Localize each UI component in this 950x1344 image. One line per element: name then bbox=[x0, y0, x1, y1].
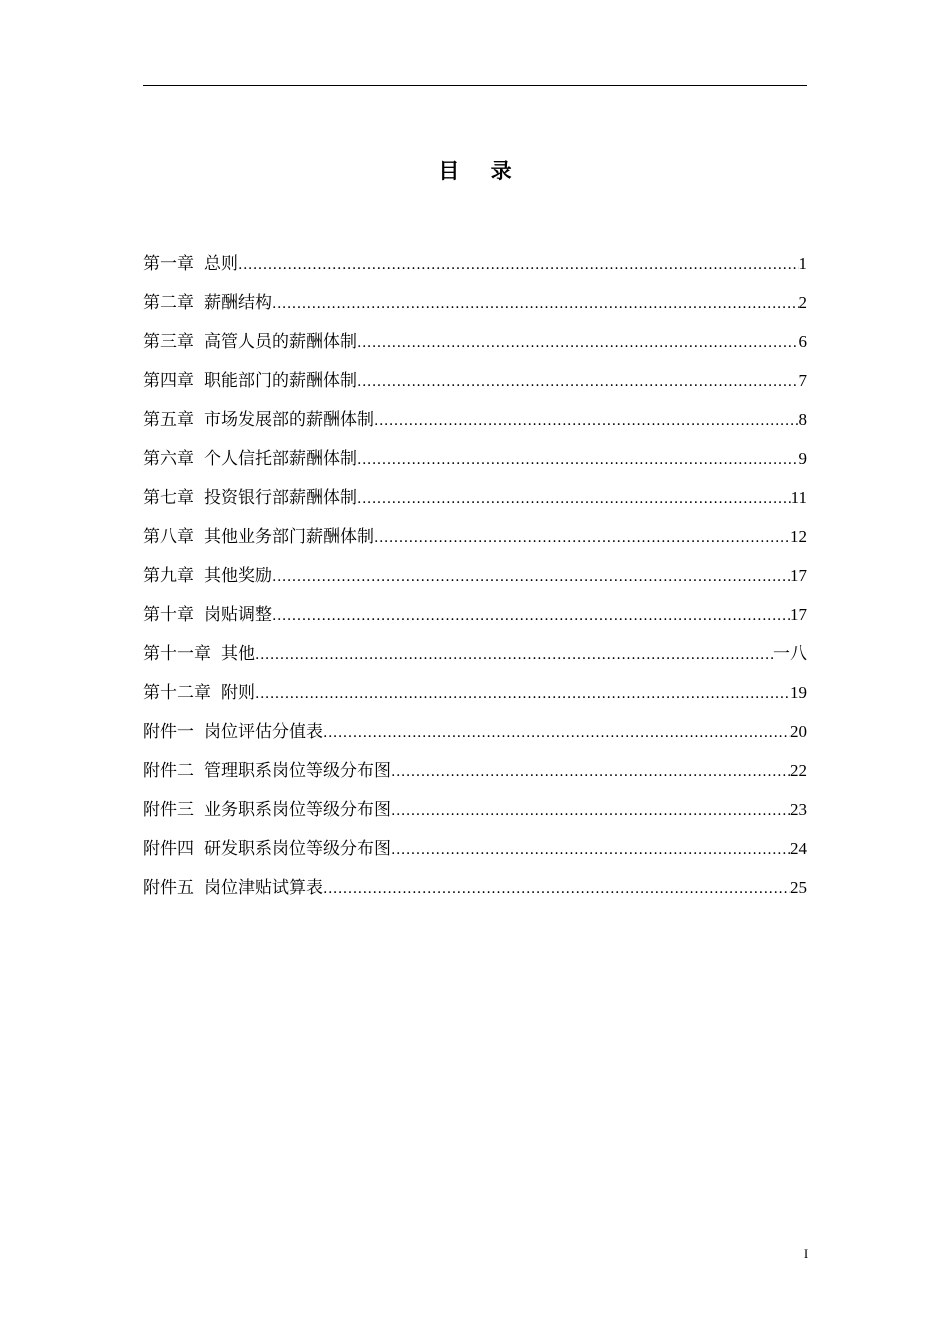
toc-chapter: 附件一 bbox=[143, 722, 194, 742]
toc-label bbox=[143, 249, 238, 279]
toc-chapter: 第三章 bbox=[143, 332, 194, 352]
toc-entry-17[interactable] bbox=[143, 873, 807, 912]
toc-entry-5[interactable] bbox=[143, 405, 807, 444]
toc-entry-15[interactable] bbox=[143, 795, 807, 834]
toc-chapter: 附件三 bbox=[143, 800, 194, 820]
toc-entry-13[interactable] bbox=[143, 717, 807, 756]
toc-leader bbox=[357, 445, 799, 475]
toc-name: 市场发展部的薪酬体制 bbox=[204, 410, 374, 430]
toc-leader bbox=[272, 289, 799, 319]
toc-name: 岗贴调整 bbox=[204, 605, 272, 625]
toc-leader bbox=[255, 640, 773, 670]
toc-chapter: 第九章 bbox=[143, 566, 194, 586]
toc-label bbox=[143, 834, 391, 864]
toc-leader bbox=[391, 835, 790, 865]
toc-name: 岗位津贴试算表 bbox=[204, 878, 323, 898]
toc-page: 24 bbox=[790, 839, 807, 858]
toc-label bbox=[143, 795, 391, 825]
toc-page: 17 bbox=[790, 605, 807, 624]
toc-entry-16[interactable] bbox=[143, 834, 807, 873]
toc-page: 7 bbox=[798, 371, 807, 390]
toc-entry-6[interactable] bbox=[143, 444, 807, 483]
toc-chapter: 第二章 bbox=[143, 293, 194, 313]
toc-entry-9[interactable] bbox=[143, 561, 807, 600]
toc-leader bbox=[357, 367, 799, 397]
toc-leader bbox=[374, 523, 790, 553]
toc-chapter: 第五章 bbox=[143, 410, 194, 430]
toc-page: 1 bbox=[798, 254, 807, 273]
toc-page: 6 bbox=[798, 332, 807, 351]
toc-name: 其他奖励 bbox=[204, 566, 272, 586]
toc-entry-10[interactable] bbox=[143, 600, 807, 639]
toc-entry-4[interactable] bbox=[143, 366, 807, 405]
toc-name: 个人信托部薪酬体制 bbox=[204, 449, 357, 469]
toc-entry-14[interactable] bbox=[143, 756, 807, 795]
header-rule bbox=[143, 85, 807, 86]
toc-label bbox=[143, 366, 357, 396]
toc-list bbox=[143, 249, 807, 912]
toc-chapter: 附件二 bbox=[143, 761, 194, 781]
toc-page: 11 bbox=[790, 488, 807, 507]
toc-label bbox=[143, 873, 323, 903]
toc-chapter: 附件五 bbox=[143, 878, 194, 898]
toc-name: 业务职系岗位等级分布图 bbox=[204, 800, 391, 820]
toc-name: 总则 bbox=[204, 254, 238, 274]
toc-page: 19 bbox=[790, 683, 807, 702]
toc-leader bbox=[272, 601, 790, 631]
toc-chapter: 第十一章 bbox=[143, 644, 211, 664]
toc-entry-7[interactable] bbox=[143, 483, 807, 522]
toc-name: 岗位评估分值表 bbox=[204, 722, 323, 742]
toc-leader bbox=[255, 679, 790, 709]
toc-entry-8[interactable] bbox=[143, 522, 807, 561]
toc-page: 20 bbox=[790, 722, 807, 741]
toc-name: 高管人员的薪酬体制 bbox=[204, 332, 357, 352]
toc-label bbox=[143, 561, 272, 591]
toc-entry-2[interactable] bbox=[143, 288, 807, 327]
toc-name: 其他业务部门薪酬体制 bbox=[204, 527, 374, 547]
toc-leader bbox=[272, 562, 790, 592]
toc-name: 职能部门的薪酬体制 bbox=[204, 371, 357, 391]
toc-page: 23 bbox=[790, 800, 807, 819]
toc-name: 研发职系岗位等级分布图 bbox=[204, 839, 391, 859]
toc-chapter: 第四章 bbox=[143, 371, 194, 391]
toc-chapter: 第一章 bbox=[143, 254, 194, 274]
toc-leader bbox=[323, 874, 790, 904]
page-number: I bbox=[803, 1246, 809, 1261]
toc-entry-11[interactable] bbox=[143, 639, 807, 678]
toc-page: 25 bbox=[790, 878, 807, 897]
toc-leader bbox=[391, 757, 790, 787]
toc-page: 8 bbox=[798, 410, 807, 429]
toc-chapter: 第十二章 bbox=[143, 683, 211, 703]
toc-label bbox=[143, 288, 272, 318]
toc-name: 其他 bbox=[221, 644, 255, 664]
toc-page: 17 bbox=[790, 566, 807, 585]
toc-label bbox=[143, 717, 323, 747]
toc-label bbox=[143, 678, 255, 708]
toc-page: 一八 bbox=[773, 644, 807, 663]
toc-leader bbox=[357, 484, 791, 514]
toc-chapter: 第七章 bbox=[143, 488, 194, 508]
toc-entry-3[interactable] bbox=[143, 327, 807, 366]
toc-label bbox=[143, 522, 374, 552]
toc-name: 附则 bbox=[221, 683, 255, 703]
toc-label bbox=[143, 405, 374, 435]
toc-label bbox=[143, 756, 391, 786]
toc-page: 12 bbox=[790, 527, 807, 546]
toc-page: 2 bbox=[798, 293, 807, 312]
toc-chapter: 第十章 bbox=[143, 605, 194, 625]
toc-page: 9 bbox=[798, 449, 807, 468]
toc-entry-1[interactable] bbox=[143, 249, 807, 288]
toc-label bbox=[143, 600, 272, 630]
toc-label bbox=[143, 444, 357, 474]
toc-name: 薪酬结构 bbox=[204, 293, 272, 313]
toc-leader bbox=[323, 718, 790, 748]
toc-leader bbox=[238, 250, 799, 280]
toc-label bbox=[143, 639, 255, 669]
toc-label bbox=[143, 327, 357, 357]
toc-name: 管理职系岗位等级分布图 bbox=[204, 761, 391, 781]
toc-chapter: 附件四 bbox=[143, 839, 194, 859]
toc-title: 目 录 bbox=[438, 158, 524, 183]
toc-entry-12[interactable] bbox=[143, 678, 807, 717]
toc-leader bbox=[391, 796, 790, 826]
toc-leader bbox=[357, 328, 799, 358]
toc-page: 22 bbox=[790, 761, 807, 780]
toc-chapter: 第六章 bbox=[143, 449, 194, 469]
toc-chapter: 第八章 bbox=[143, 527, 194, 547]
toc-name: 投资银行部薪酬体制 bbox=[204, 488, 357, 508]
toc-label bbox=[143, 483, 357, 513]
toc-leader bbox=[374, 406, 799, 436]
